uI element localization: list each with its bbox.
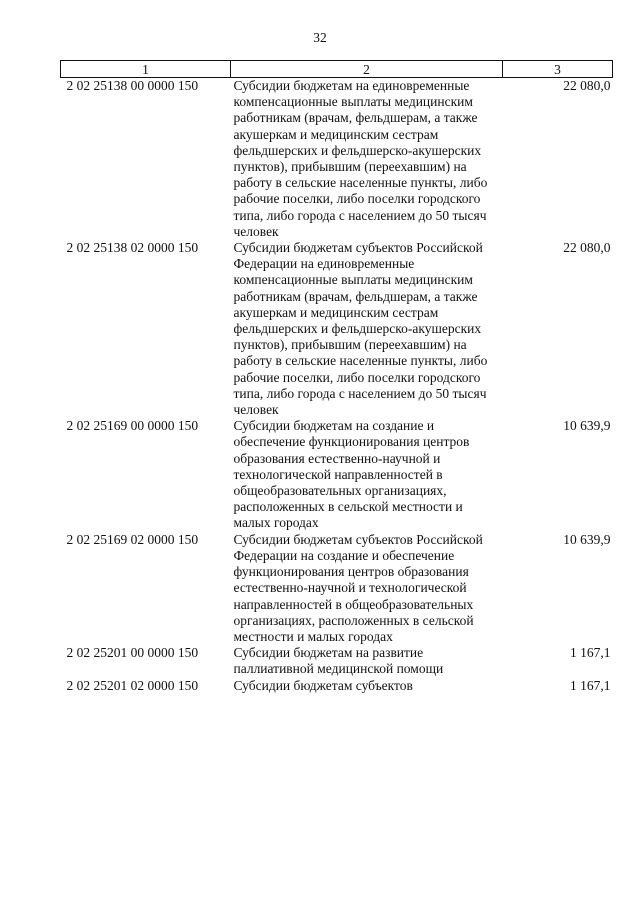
row-code: 2 02 25201 00 0000 150 — [66, 645, 199, 661]
row-description: Субсидии бюджетам субъектов Российской Федерации на единовременные компенсационные выплаты медицинским работникам (врачам, фельдшерам, а также акушеркам и медицинским сестрам фельдшерских и фельдшерско-акушерских пунктов), прибывшим (переехавшим) на работу в сельские населенные пункты, либо рабочие поселки, либо поселки городского типа, либо города с населением до 50 тысяч человек — [233, 240, 488, 418]
row-amount: 22 080,0 — [563, 78, 611, 93]
row-description: Субсидии бюджетам субъектов Российской Федерации на создание и обеспечение функционирования центров образования естественно-научной и технологической направленностей в общеобразовательных организациях, расположенных в сельской местности и малых городах — [233, 531, 483, 644]
table-row — [61, 240, 613, 418]
row-amount: 22 080,0 — [563, 240, 611, 256]
row-description: Субсидии бюджетам субъектов — [233, 677, 413, 693]
header-col-2: 2 — [231, 61, 503, 78]
table-row — [61, 78, 613, 241]
page-number: 32 — [313, 30, 327, 45]
row-amount: 1 167,1 — [570, 677, 611, 693]
row-amount: 1 167,1 — [570, 645, 611, 661]
header-col-3: 3 — [503, 61, 613, 78]
row-code: 2 02 25138 00 0000 150 — [66, 78, 199, 93]
row-code: 2 02 25138 02 0000 150 — [66, 240, 199, 256]
table-header — [61, 61, 613, 78]
table-body — [61, 78, 613, 694]
row-amount: 10 639,9 — [563, 531, 611, 547]
header-col-1: 1 — [61, 61, 231, 78]
row-code: 2 02 25169 00 0000 150 — [66, 418, 199, 434]
row-description: Субсидии бюджетам на развитие паллиативной медицинской помощи — [233, 645, 444, 677]
table-row — [61, 678, 613, 694]
table-row — [61, 418, 613, 531]
table-row — [61, 532, 613, 645]
table-row — [61, 645, 613, 677]
row-amount: 10 639,9 — [563, 418, 611, 434]
budget-table — [60, 60, 613, 694]
row-code: 2 02 25201 02 0000 150 — [66, 677, 199, 693]
row-description: Субсидии бюджетам на создание и обеспечение функционирования центров образования естественно-научной и технологической направленностей в общеобразовательных организациях, расположенных в сельской местности и малых городах — [233, 418, 470, 531]
row-description: Субсидии бюджетам на единовременные компенсационные выплаты медицинским работникам (врачам, фельдшерам, а также акушеркам и медицинским сестрам фельдшерских и фельдшерско-акушерских пунктов), прибывшим (переехавшим) на работу в сельские населенные пункты, либо рабочие поселки, либо поселки городского типа, либо города с населением до 50 тысяч человек — [233, 78, 488, 239]
header-row — [61, 61, 613, 78]
row-code: 2 02 25169 02 0000 150 — [66, 531, 199, 547]
